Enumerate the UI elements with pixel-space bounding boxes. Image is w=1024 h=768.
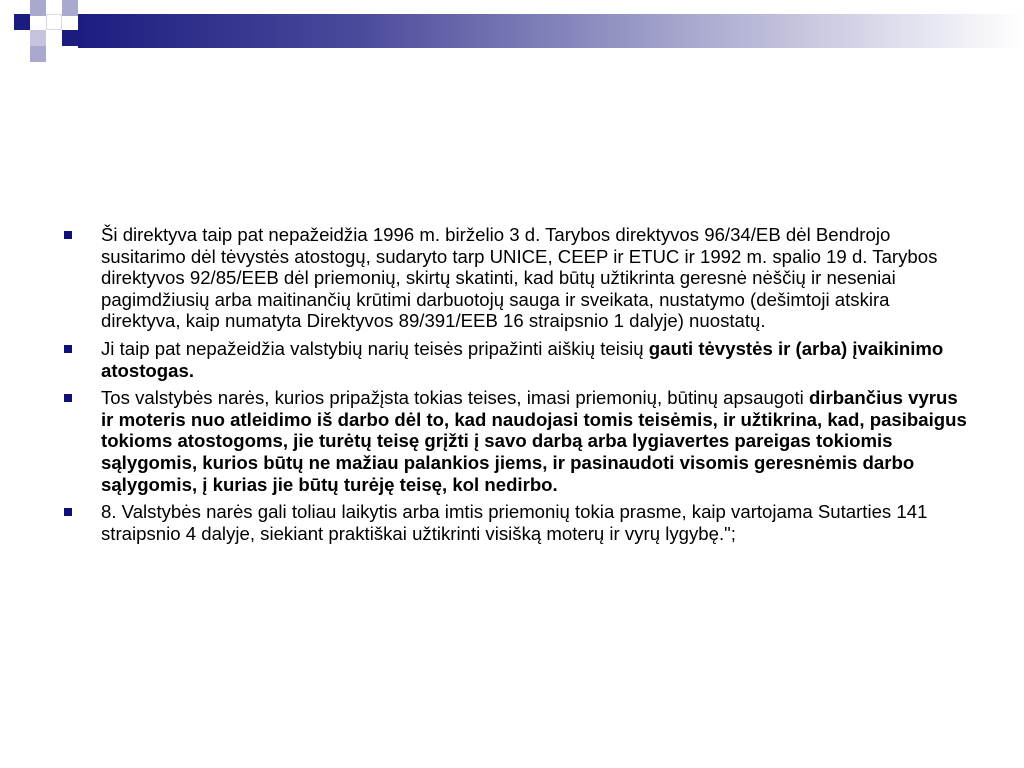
item-text-bold: dirbančius vyrus ir moteris nuo atleidimo iš darbo dėl to, kad naudojasi tomis teisėmis, ir užtikrina, kad, pasibaigus tokioms atostogoms, jie turėtų teisę grįžti į savo darbą arba lygiavertes pareigas tokiomis sąlygomis, kurios būtų ne mažiau palankios jiems, ir pasinaudoti visomis geresnėmis darbo sąlygomis, į kurias jie būtų turėję teisę, kol nedirbo. [101,387,967,495]
item-text: 8. Valstybės narės gali toliau laikytis arba imtis priemonių tokia prasme, kaip vartojama Sutarties 141 straipsnio 4 dalyje, siekiant praktiškai užtikrinti visišką moterų ir vyrų lygybę."; [101,501,928,544]
deco-gradient-bar [78,14,1024,48]
bullet-list [62,224,974,550]
square-bullet-icon [64,231,72,239]
square-bullet-icon [64,345,72,353]
item-text: Tos valstybės narės, kurios pripažįsta tokias teises, imasi priemonių, būtinų apsaugoti [101,387,809,409]
item-text-bold: gauti tėvystės ir (arba) įvaikinimo atostogas. [101,337,944,381]
deco-square [62,30,78,46]
square-bullet-icon [64,508,72,516]
list-item [62,501,974,544]
deco-square [30,30,46,46]
deco-square [14,30,30,46]
item-text: Ji taip pat nepažeidžia valstybių narių teisės pripažinti aiškių teisių [101,337,649,359]
list-item [62,387,974,495]
deco-square [62,0,78,16]
deco-square [30,0,46,16]
list-item [62,224,974,332]
header-decoration [0,0,1024,64]
item-text: Ši direktyva taip pat nepažeidžia 1996 m. birželio 3 d. Tarybos direktyvos 96/34/EB dėl Bendrojo susitarimo dėl tėvystės atostogų, sudaryto tarp UNICE, CEEP ir ETUC ir 1992 m. spalio 19 d. Tarybos direktyvos 92/85/EEB dėl priemonių, skirtų skatinti, kad būtų užtikrinta geresnė nėščių ir neseniai pagimdžiusių arba maitinančių krūtimi darbuotojų sauga ir sveikata, nustatymo (dešimtoji atskira direktyva, kaip numatyta Direktyvos 89/391/EEB 16 straipsnio 1 dalyje) nuostatų. [101,224,938,332]
deco-square [46,14,62,30]
deco-square [30,46,46,62]
list-item [62,338,974,381]
deco-square [14,14,30,30]
square-bullet-icon [64,394,72,402]
